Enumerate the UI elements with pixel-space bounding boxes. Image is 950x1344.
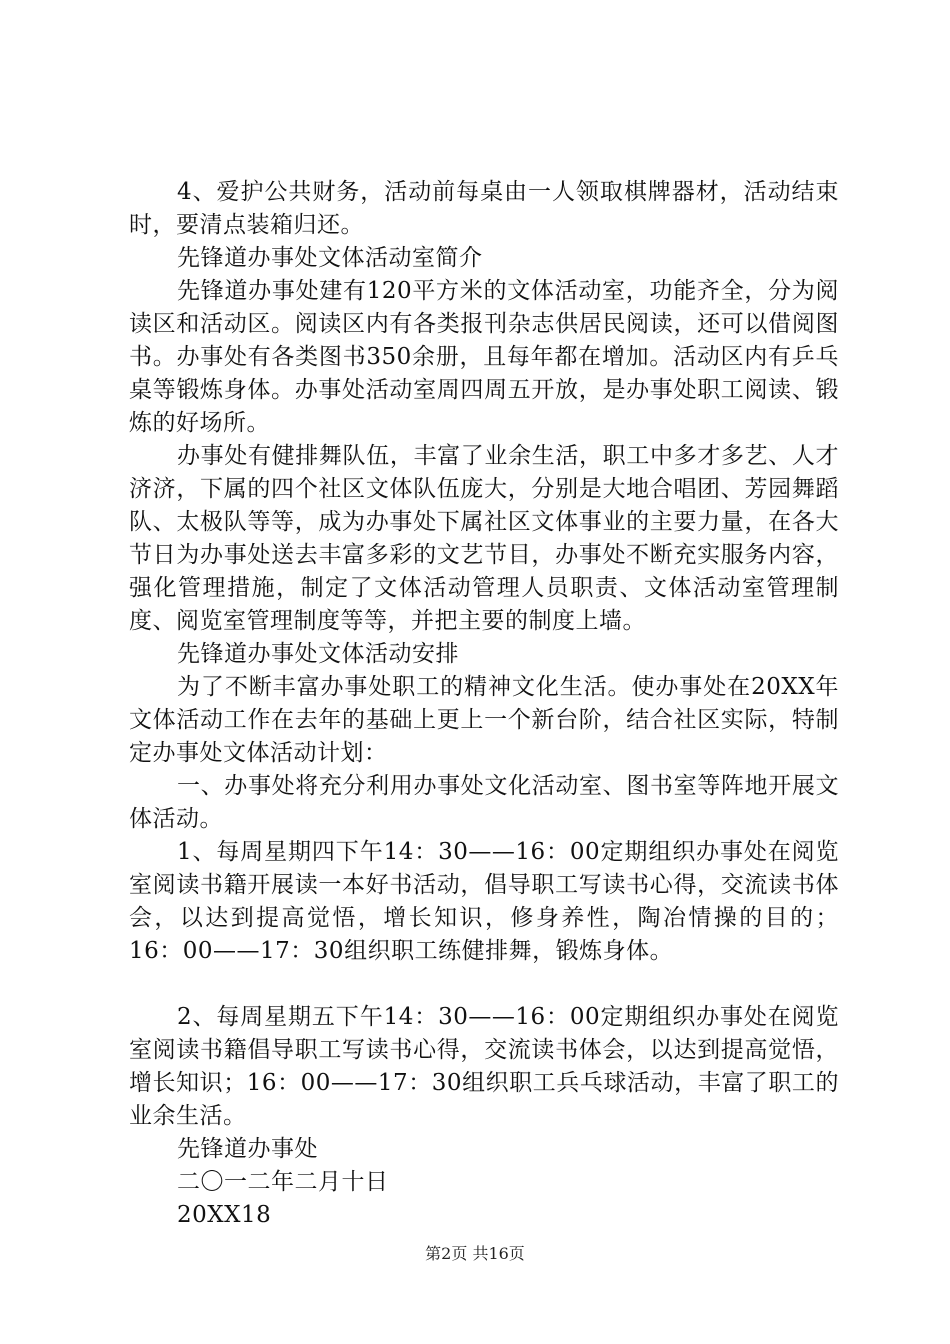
document-body <box>129 176 839 1232</box>
paragraph-room-intro: 先锋道办事处建有120平方米的文体活动室，功能齐全，分为阅读区和活动区。阅读区内有各类报刊杂志供居民阅读，还可以借阅图书。办事处有各类图书350余册，且每年都在增加。活动区内有乒乓桌等锻炼身体。办事处活动室周四周五开放，是办事处职工阅读、锻炼的好场所。 <box>129 278 839 436</box>
paragraph-gap <box>129 968 839 1001</box>
signature-date: 二〇一二年二月十日 <box>177 1169 389 1195</box>
signature-organization: 先锋道办事处 <box>177 1136 318 1162</box>
paragraph-thursday-plan: 1、每周星期四下午14：30——16：00定期组织办事处在阅览室阅读书籍开展读一本好书活动，倡导职工写读书心得，交流读书体会，以达到提高觉悟，增长知识，修身养性，陶冶情操的目的；16：00——17：30组织职工练健排舞，锻炼身体。 <box>129 839 839 964</box>
paragraph-dance-team: 办事处有健排舞队伍，丰富了业余生活，职工中多才多艺、人才济济，下属的四个社区文体队伍庞大，分别是大地合唱团、芳园舞蹈队、太极队等等，成为办事处下属社区文体事业的主要力量，在各大节日为办事处送去丰富多彩的文艺节目，办事处不断充实服务内容，强化管理措施，制定了文体活动管理人员职责、文体活动室管理制度、阅览室管理制度等等，并把主要的制度上墙。 <box>129 443 839 634</box>
paragraph-schedule-intro: 为了不断丰富办事处职工的精神文化生活。使办事处在20XX年文体活动工作在去年的基础上更上一个新台阶，结合社区实际，特制定办事处文体活动计划： <box>129 674 839 766</box>
section-title-activity-room-intro: 先锋道办事处文体活动室简介 <box>177 245 483 271</box>
paragraph-point-one: 一、办事处将充分利用办事处文化活动室、图书室等阵地开展文体活动。 <box>129 773 839 832</box>
signature-code: 20XX18 <box>177 1202 272 1228</box>
rule-item-4: 4、爱护公共财务，活动前每桌由一人领取棋牌器材，活动结束时，要清点装箱归还。 <box>129 179 839 238</box>
page-number-footer: 第2页 共16页 <box>425 1244 525 1263</box>
paragraph-friday-plan: 2、每周星期五下午14：30——16：00定期组织办事处在阅览室阅读书籍倡导职工写读书心得，交流读书体会，以达到提高觉悟，增长知识；16：00——17：30组织职工兵乓球活动，丰富了职工的业余生活。 <box>129 1004 839 1129</box>
section-title-activity-schedule: 先锋道办事处文体活动安排 <box>177 641 459 667</box>
